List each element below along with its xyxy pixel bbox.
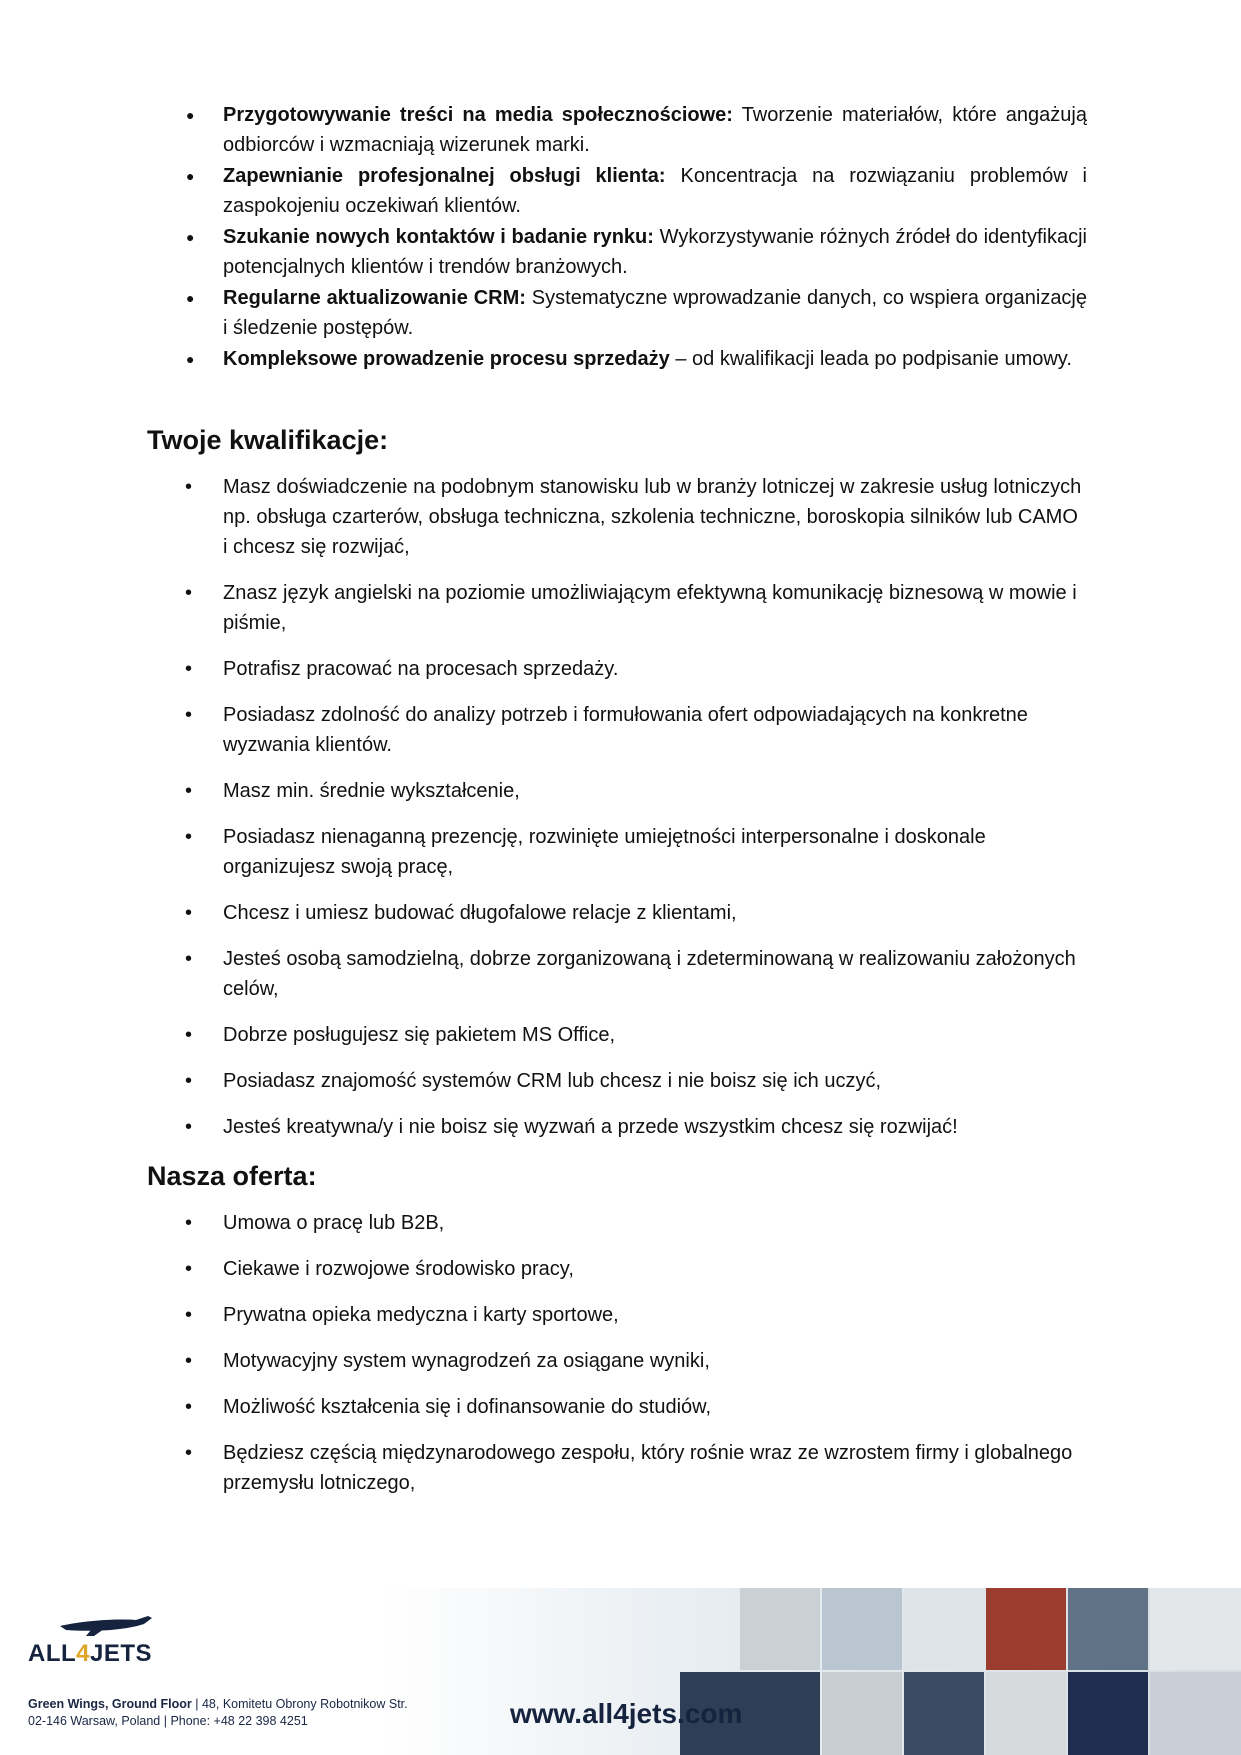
photo-tile bbox=[822, 1588, 902, 1670]
offer-list bbox=[147, 1208, 1087, 1498]
page-footer bbox=[0, 1588, 1241, 1755]
responsibilities-list bbox=[147, 100, 1087, 374]
offer-heading: Nasza oferta: bbox=[147, 1161, 317, 1191]
list-item: • Masz doświadczenie na podobnym stanowisku lub w branży lotniczej w zakresie usług lotniczych np. obsługa czarterów, obsługa techniczna, szkolenia techniczne, boroskopia silników lub CAMO i chcesz się rozwijać, bbox=[147, 472, 1087, 562]
photo-tile bbox=[1068, 1672, 1148, 1755]
all4jets-logo: ALL4JETS bbox=[28, 1610, 158, 1668]
photo-tile bbox=[904, 1672, 984, 1755]
list-item: ● Przygotowywanie treści na media społecznościowe: Tworzenie materiałów, które angażują odbiorców i wzmacniają wizerunek marki. bbox=[147, 100, 1087, 160]
list-item: • Jesteś osobą samodzielną, dobrze zorganizowaną i zdeterminowaną w realizowaniu założonych celów, bbox=[147, 944, 1087, 1004]
list-item: • Dobrze posługujesz się pakietem MS Office, bbox=[147, 1020, 1087, 1050]
list-item: • Posiadasz nienaganną prezencję, rozwinięte umiejętności interpersonalne i doskonale organizujesz swoją pracę, bbox=[147, 822, 1087, 882]
photo-tile bbox=[986, 1588, 1066, 1670]
qualifications-heading: Twoje kwalifikacje: bbox=[147, 425, 389, 455]
list-item: • Posiadasz zdolność do analizy potrzeb i formułowania ofert odpowiadających na konkretne wyzwania klientów. bbox=[147, 700, 1087, 760]
qualifications-list bbox=[147, 472, 1087, 1142]
photo-tile bbox=[822, 1672, 902, 1755]
photo-tile bbox=[986, 1672, 1066, 1755]
photo-tile bbox=[1068, 1588, 1148, 1670]
photo-tile bbox=[1150, 1672, 1241, 1755]
list-item: • Jesteś kreatywna/y i nie boisz się wyzwań a przede wszystkim chcesz się rozwijać! bbox=[147, 1112, 1087, 1142]
list-item: • Będziesz częścią międzynarodowego zespołu, który rośnie wraz ze wzrostem firmy i globalnego przemysłu lotniczego, bbox=[147, 1438, 1087, 1498]
website-url[interactable]: www.all4jets.com bbox=[510, 1698, 743, 1729]
airplane-icon bbox=[56, 1610, 156, 1638]
list-item: • Potrafisz pracować na procesach sprzedaży. bbox=[147, 654, 1087, 684]
list-item: • Umowa o pracę lub B2B, bbox=[147, 1208, 1087, 1238]
list-item: ● Kompleksowe prowadzenie procesu sprzedaży – od kwalifikacji leada po podpisanie umowy. bbox=[147, 344, 1087, 374]
list-item: ● Szukanie nowych kontaktów i badanie rynku: Wykorzystywanie różnych źródeł do identyfikacji potencjalnych klientów i trendów branżowych. bbox=[147, 222, 1087, 282]
document-body bbox=[147, 100, 1087, 1514]
photo-tile bbox=[740, 1588, 820, 1670]
photo-tile bbox=[904, 1588, 984, 1670]
list-item: • Posiadasz znajomość systemów CRM lub chcesz i nie boisz się ich uczyć, bbox=[147, 1066, 1087, 1096]
list-item: • Chcesz i umiesz budować długofalowe relacje z klientami, bbox=[147, 898, 1087, 928]
list-item: • Masz min. średnie wykształcenie, bbox=[147, 776, 1087, 806]
list-item: • Ciekawe i rozwojowe środowisko pracy, bbox=[147, 1254, 1087, 1284]
company-address: Green Wings, Ground Floor | 48, Komitetu Obrony Robotnikow Str. 02-146 Warsaw, Poland | Phone: +48 22 398 4251 bbox=[28, 1697, 408, 1728]
list-item: • Możliwość kształcenia się i dofinansowanie do studiów, bbox=[147, 1392, 1087, 1422]
photo-tile bbox=[1150, 1588, 1241, 1670]
list-item: • Motywacyjny system wynagrodzeń za osiągane wyniki, bbox=[147, 1346, 1087, 1376]
list-item: • Znasz język angielski na poziomie umożliwiającym efektywną komunikację biznesową w mowie i piśmie, bbox=[147, 578, 1087, 638]
list-item: • Prywatna opieka medyczna i karty sportowe, bbox=[147, 1300, 1087, 1330]
list-item: ● Zapewnianie profesjonalnej obsługi klienta: Koncentracja na rozwiązaniu problemów i zaspokojeniu oczekiwań klientów. bbox=[147, 161, 1087, 221]
list-item: ● Regularne aktualizowanie CRM: Systematyczne wprowadzanie danych, co wspiera organizację i śledzenie postępów. bbox=[147, 283, 1087, 343]
